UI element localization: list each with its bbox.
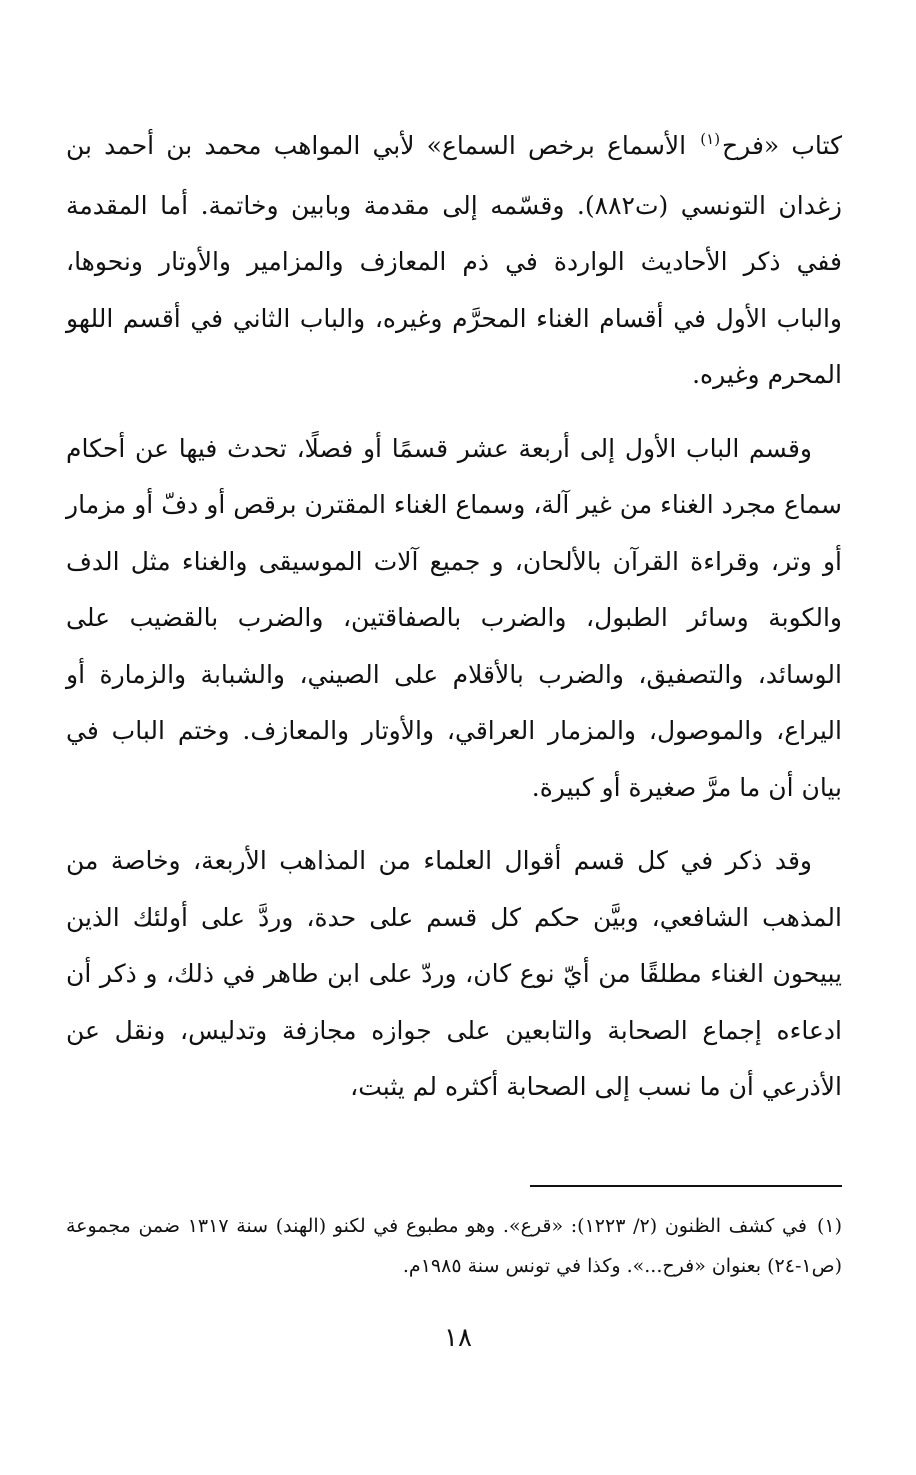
page-number: ١٨ [444, 1323, 472, 1353]
paragraph-2: وقسم الباب الأول إلى أربعة عشر قسمًا أو فصلًا، تحدث فيها عن أحكام سماع مجرد الغناء من غير آلة، وسماع الغناء المقترن برقص أو دفّ أو مزمار أو وتر، وقراءة القرآن بالألحان، و جميع آلات الموسيقى والغناء مثل الدف والكوبة وسائر الطبول، والضرب بالصفاقتين، والضرب بالقضيب على الوسائد، والتصفيق، والضرب بالأقلام على الصيني، والشبابة والزمارة أو اليراع، والموصول، والمزمار العراقي، والأوتار والمعازف. وختم الباب في بيان أن ما مرَّ صغيرة أو كبيرة. [66, 433, 842, 802]
footnote-reference[interactable]: (١) [700, 130, 721, 148]
paragraph-1-start: كتاب «فرح [722, 131, 842, 160]
footnote-text: في كشف الظنون (٢/ ١٢٢٣): «قرع». وهو مطبوع في لكنو (الهند) سنة ١٣١٧ ضمن مجموعة (ص١-٢٤) بعنوان «فرح...». وكذا في تونس سنة ١٩٨٥م. [66, 1215, 842, 1277]
footnotes [66, 1206, 842, 1286]
paragraph-3: وقد ذكر في كل قسم أقوال العلماء من المذاهب الأربعة، وخاصة من المذهب الشافعي، وبيَّن حكم كل قسم على حدة، وردَّ على أولئك الذين يبيحون الغناء مطلقًا من أيّ نوع كان، وردّ على ابن طاهر في ذلك، و ذكر أن ادعاءه إجماع الصحابة والتابعين على جوازه مجازفة وتدليس، ونقل عن الأذرعي أن ما نسب إلى الصحابة أكثره لم يثبت، [66, 846, 843, 1101]
footnote-1 [66, 1206, 842, 1286]
paragraph-1-rest: الأسماع برخص السماع» لأبي المواهب محمد بن أحمد بن زغدان التونسي (ت٨٨٢). وقسّمه إلى مقدمة وبابين وخاتمة. أما المقدمة ففي ذكر الأحاديث الواردة في ذم المعازف والمزامير والأوتار ونحوها، والباب الأول في أقسام الغناء المحرَّم وغيره، والباب الثاني في أقسم اللهو المحرم وغيره. [66, 131, 842, 389]
main-text [66, 118, 842, 1133]
footnote-divider [530, 1185, 842, 1187]
paragraph-1 [66, 118, 842, 404]
footnote-number: (١) [816, 1215, 842, 1237]
